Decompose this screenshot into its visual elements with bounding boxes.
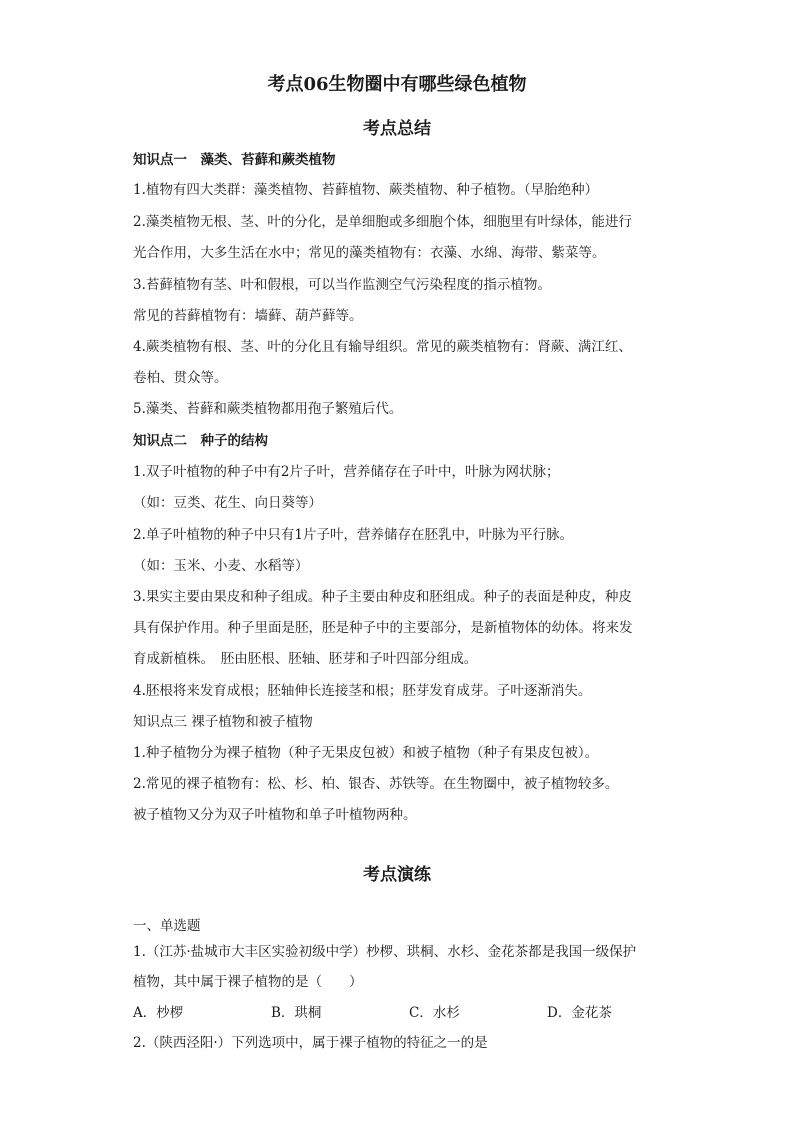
text-line: 卷柏、贯众等。: [133, 370, 228, 386]
summary-heading: 考点总结: [363, 119, 431, 139]
text-line: 2.单子叶植物的种子中只有1片子叶，营养储存在胚乳中，叶脉为平行脉。: [133, 527, 573, 543]
text-line: 被子植物又分为双子叶植物和单子叶植物两种。: [133, 807, 417, 823]
text-line: 具有保护作用。种子里面是胚，胚是种子中的主要部分，是新植物体的幼体。将来发: [133, 620, 633, 636]
question-1-option-b: B．珙桐: [271, 1005, 322, 1021]
text-line: 1.双子叶植物的种子中有2片子叶，营养储存在子叶中，叶脉为网状脉；: [133, 464, 560, 480]
question-1-line-1: 1.（江苏·盐城市大丰区实验初级中学）杪椤、珙桐、水杉、金花茶都是我国一级保护: [133, 944, 637, 960]
text-line: 4.胚根将来发育成根；胚轴伸长连接茎和根；胚芽发育成芽。子叶逐渐消失。: [133, 683, 592, 699]
text-line: 1.种子植物分为裸子植物（种子无果皮包被）和被子植物（种子有果皮包被）。: [133, 745, 599, 761]
question-1-option-c: C．水杉: [409, 1005, 460, 1021]
knowledge-point-2-heading: 知识点二 种子的结构: [133, 433, 268, 449]
text-line: 光合作用，大多生活在水中；常见的藻类植物有：衣藻、水绵、海带、紫菜等。: [133, 245, 606, 261]
knowledge-point-3-heading: 知识点三 裸子植物和被子植物: [133, 714, 313, 730]
text-line: （如：玉米、小麦、水稻等）: [133, 558, 309, 574]
question-1-line-2: 植物，其中属于裸子植物的是（ ）: [133, 974, 363, 990]
text-line: 4.蕨类植物有根、茎、叶的分化且有输导组织。常见的蕨类植物有：肾蕨、满江红、: [133, 339, 632, 355]
text-line: 5.藻类、苔藓和蕨类植物都用孢子繁殖后代。: [133, 401, 403, 417]
document-title: 考点06生物圈中有哪些绿色植物: [267, 74, 527, 95]
text-line: 2.常见的裸子植物有：松、杉、柏、银杏、苏铁等。在生物圈中，被子植物较多。: [133, 776, 619, 792]
text-line: 1.植物有四大类群：藻类植物、苔藓植物、蕨类植物、种子植物。（早胎绝种）: [133, 182, 599, 198]
question-1-option-d: D．金花茶: [547, 1005, 612, 1021]
text-line: 常见的苔藓植物有：墙藓、葫芦藓等。: [133, 308, 363, 324]
question-1-option-a: A．杪椤: [133, 1005, 184, 1021]
text-line: 3.果实主要由果皮和种子组成。种子主要由种皮和胚组成。种子的表面是种皮，种皮: [133, 589, 632, 605]
practice-heading: 考点演练: [363, 865, 431, 885]
text-line: 2.藻类植物无根、茎、叶的分化，是单细胞或多细胞个体，细胞里有叶绿体，能进行: [133, 214, 632, 230]
knowledge-point-1-heading: 知识点一 藻类、苔藓和蕨类植物: [133, 152, 336, 168]
text-line: 3.苔藓植物有茎、叶和假根，可以当作监测空气污染程度的指示植物。: [133, 277, 551, 293]
text-line: 育成新植株。 胚由胚根、胚轴、胚芽和子叶四部分组成。: [133, 651, 478, 667]
section-label: 一、单选题: [133, 918, 201, 934]
text-line: （如：豆类、花生、向日葵等）: [133, 495, 322, 511]
question-2-line-1: 2.（陕西泾阳·）下列选项中，属于裸子植物的特征之一的是: [133, 1035, 488, 1051]
